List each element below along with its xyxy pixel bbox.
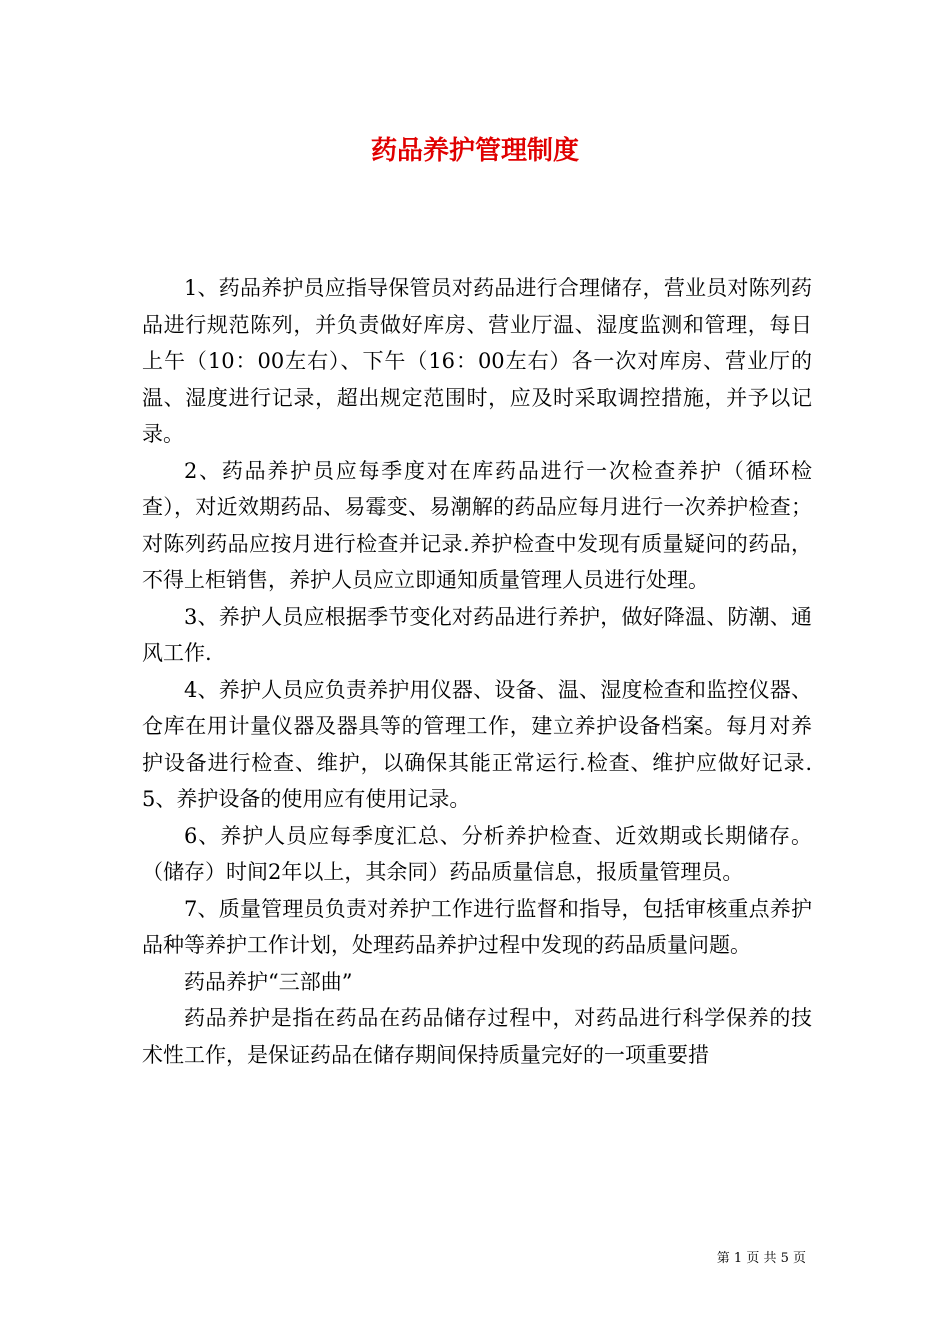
paragraph-5: 6、养护人员应每季度汇总、分析养护检查、近效期或长期储存。（储存）时间2年以上，其余同）药品质量信息，报质量管理员。 — [142, 823, 812, 884]
paragraph-6: 7、质量管理员负责对养护工作进行监督和指导，包括审核重点养护品种等养护工作计划，处理药品养护过程中发现的药品质量问题。 — [142, 896, 812, 957]
page-number-footer: 第 1 页 共 5 页 — [716, 1251, 806, 1266]
paragraph-7: 药品养护是指在药品在药品储存过程中，对药品进行科学保养的技术性工作，是保证药品在储存期间保持质量完好的一项重要措 — [142, 1006, 812, 1067]
paragraph-3: 3、养护人员应根据季节变化对药品进行养护，做好降温、防潮、通风工作. — [142, 604, 812, 665]
document-title: 药品养护管理制度 — [370, 136, 579, 166]
paragraph-1: 1、药品养护员应指导保管员对药品进行合理储存，营业员对陈列药品进行规范陈列，并负责做好库房、营业厅温、湿度监测和管理，每日上午（10：00左右）、下午（16：00左右）各一次对库房、营业厅的温、湿度进行记录，超出规定范围时，应及时采取调控措施，并予以记录。 — [142, 276, 812, 446]
paragraph-4: 4、养护人员应负责养护用仪器、设备、温、湿度检查和监控仪器、仓库在用计量仪器及器具等的管理工作，建立养护设备档案。每月对养护设备进行检查、维护，以确保其能正常运行.检查、维护应做好记录.5、养护设备的使用应有使用记录。 — [142, 677, 812, 811]
document-body — [142, 270, 812, 1073]
paragraph-2: 2、药品养护员应每季度对在库药品进行一次检查养护（循环检查），对近效期药品、易霉变、易潮解的药品应每月进行一次养护检查；对陈列药品应按月进行检查并记录.养护检查中发现有质量疑问的药品，不得上柜销售，养护人员应立即通知质量管理人员进行处理。 — [142, 458, 812, 592]
section-heading: 药品养护“三部曲” — [184, 969, 353, 994]
